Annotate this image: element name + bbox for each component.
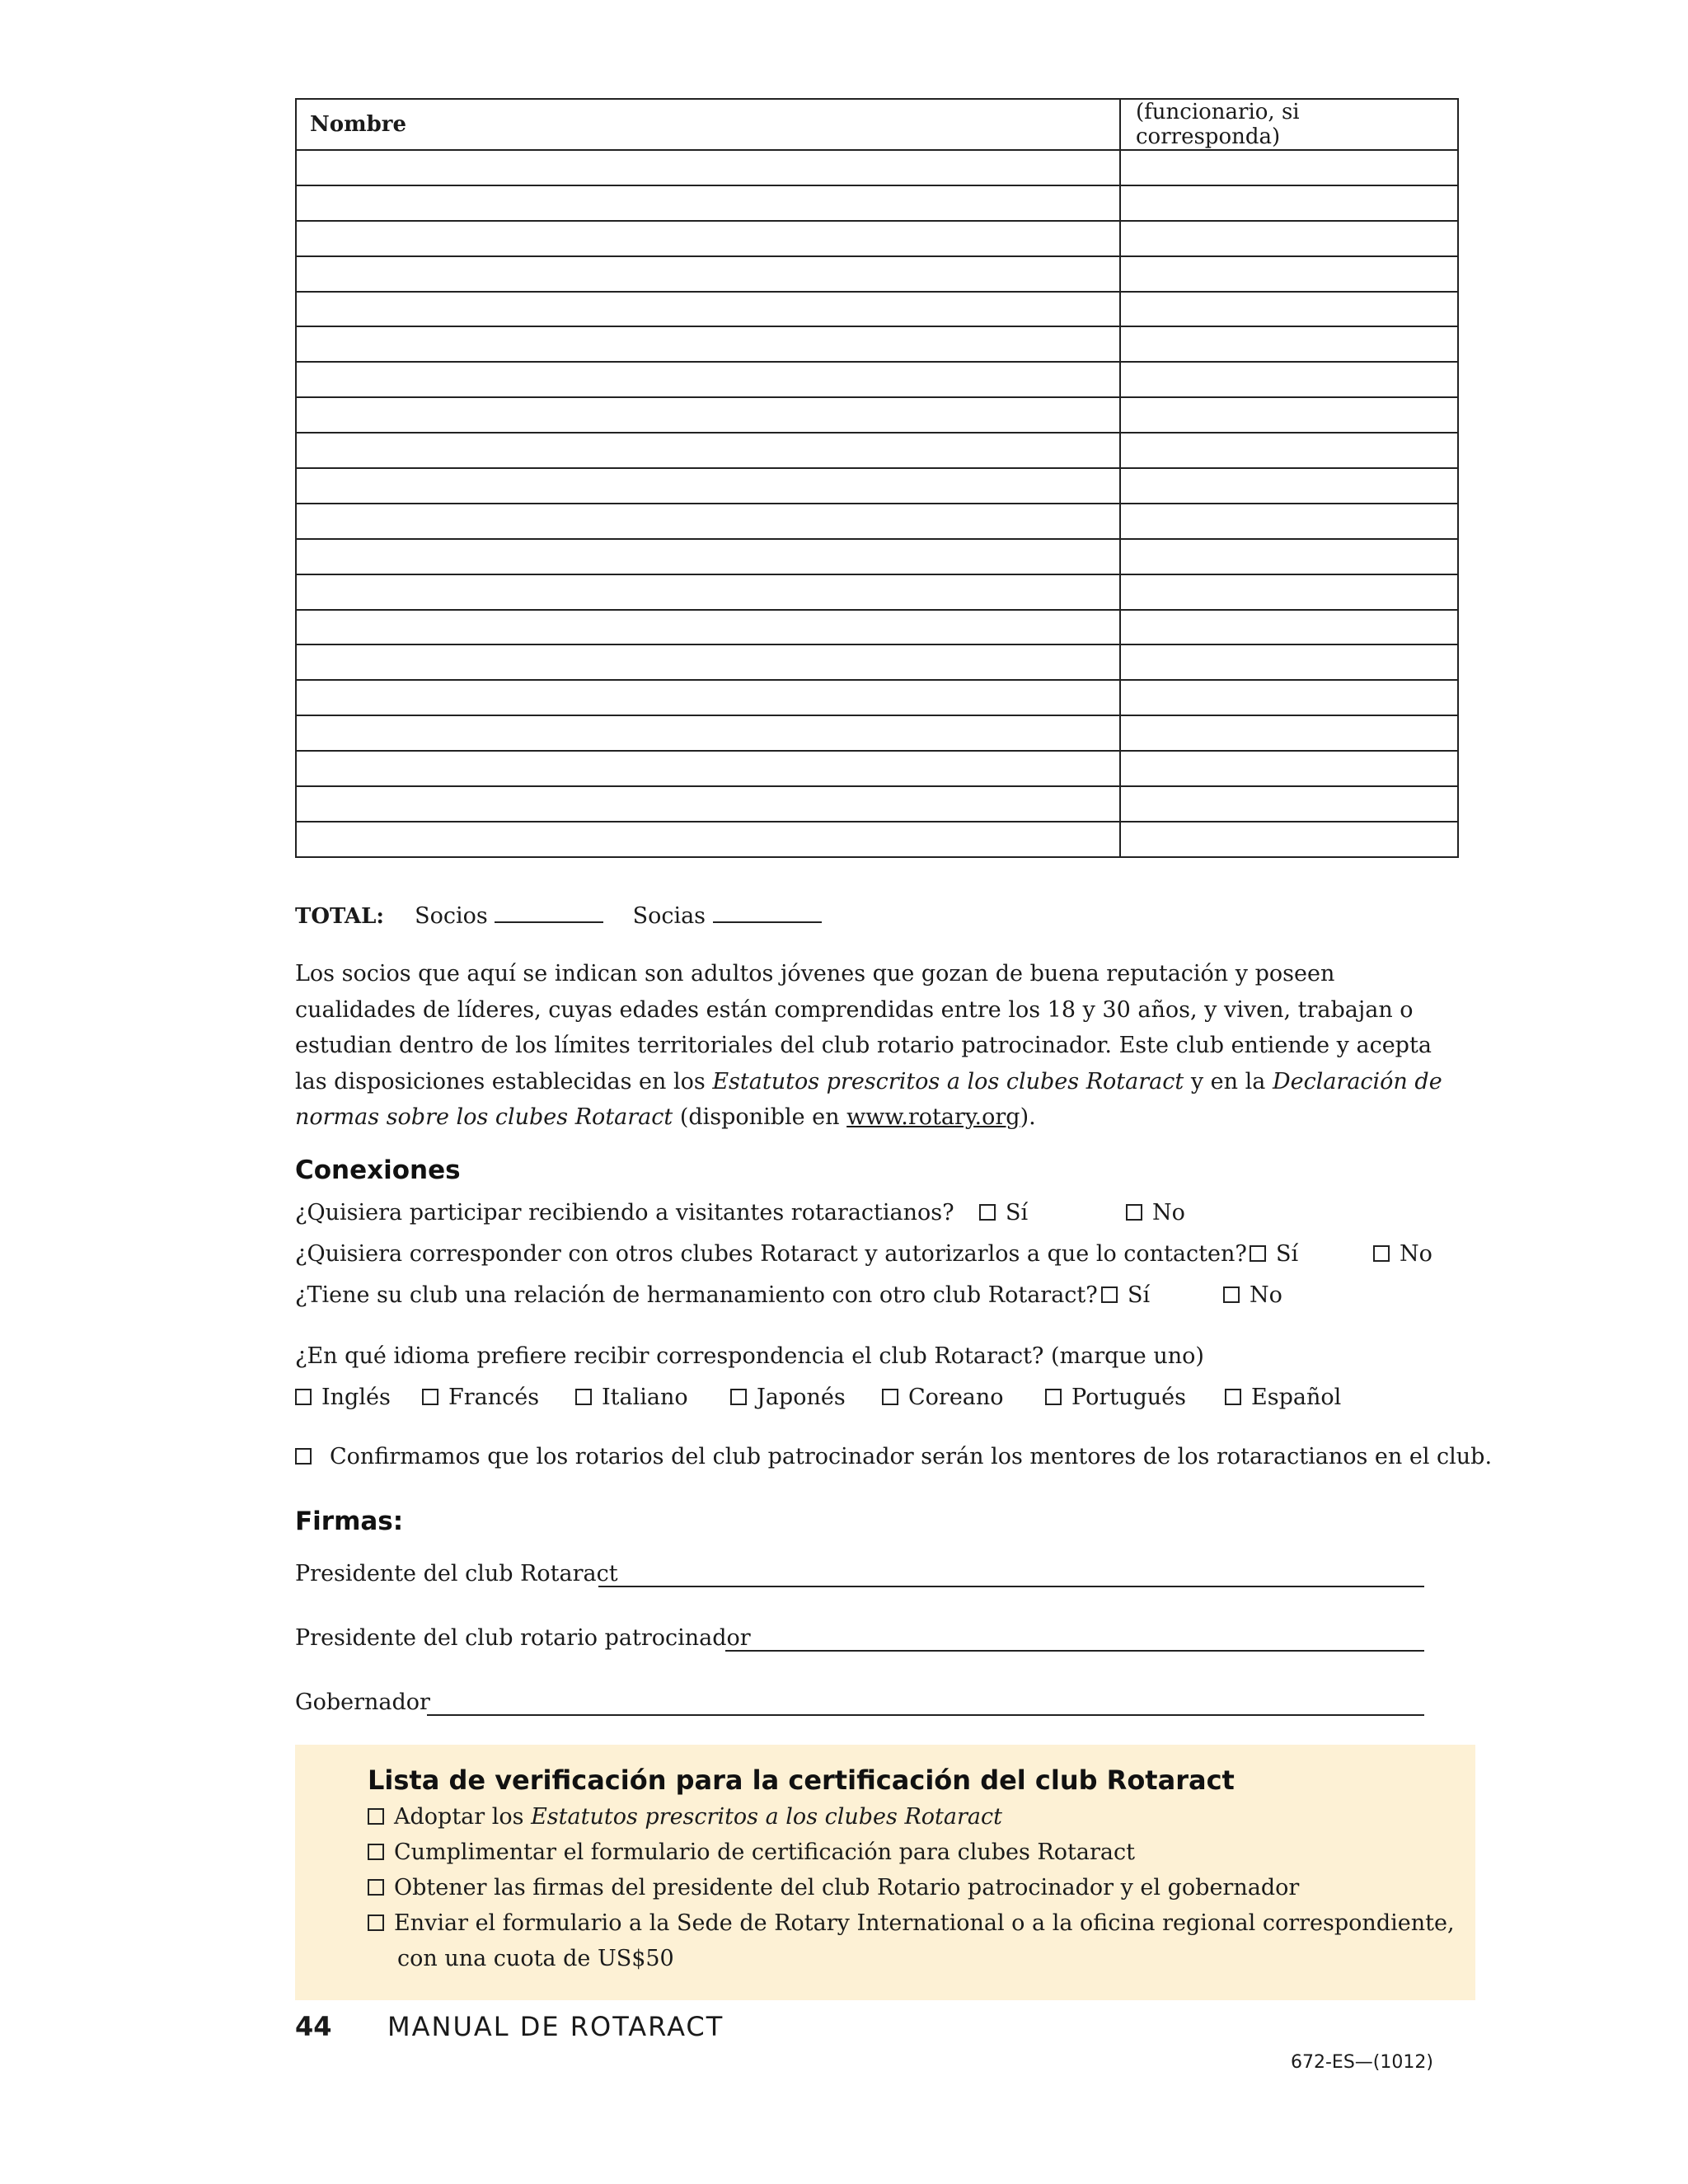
hermanamiento-yes-option[interactable] [1101,1282,1150,1308]
checkbox-icon[interactable] [1223,1286,1240,1303]
officer-cell[interactable] [1120,715,1458,751]
idioma-option-frances[interactable] [422,1385,539,1410]
signature-line-presidente-rotaract[interactable] [598,1586,1424,1587]
name-cell[interactable] [296,680,1120,715]
table-row [296,715,1458,751]
option-label: Francés [448,1385,540,1410]
officer-cell[interactable] [1120,150,1458,185]
checklist-item-enviar[interactable] [368,1910,1455,1936]
no-label: No [1152,1200,1185,1226]
signature-line-gobernador[interactable] [427,1714,1424,1716]
name-cell[interactable] [296,185,1120,221]
signature-line-presidente-rotario[interactable] [725,1650,1424,1652]
checklist-item-adoptar[interactable] [368,1804,1002,1830]
officer-cell[interactable] [1120,822,1458,857]
roster-table [295,98,1459,858]
table-row [296,822,1458,857]
name-cell[interactable] [296,574,1120,610]
checkbox-icon[interactable] [1373,1245,1390,1262]
signature-label-presidente-rotario: Presidente del club rotario patrocinador [295,1625,751,1651]
officer-cell[interactable] [1120,644,1458,680]
checkbox-icon[interactable] [368,1808,384,1825]
name-cell[interactable] [296,292,1120,327]
paragraph-text-2: y en la [1184,1068,1273,1094]
no-label: No [1400,1241,1432,1267]
yes-label: Sí [1128,1282,1151,1308]
officer-cell[interactable] [1120,397,1458,433]
checkbox-icon[interactable] [295,1448,312,1465]
name-cell[interactable] [296,433,1120,468]
paragraph-italic-1: Estatutos prescritos a los clubes Rotaract [712,1068,1184,1094]
idioma-option-coreano[interactable] [882,1385,1004,1410]
total-line [295,897,822,929]
officer-cell[interactable] [1120,185,1458,221]
checkbox-icon[interactable] [1101,1286,1118,1303]
table-header-row [296,99,1458,150]
officer-cell[interactable] [1120,362,1458,397]
mentors-confirmation[interactable] [295,1444,1492,1469]
paragraph-text-1: Los socios que aquí se indican son adultos jóvenes que gozan de buena reputación y poseen cualidades de líderes, cuyas edades están comprendidas entre los 18 y 30 años, y viven, trabajan o estudian dentro de los límites territoriales del club rotario patrocinador. Este club entiende y acepta las disposiciones establecidas en los [295,961,1432,1094]
checkbox-icon[interactable] [979,1204,996,1221]
officer-cell[interactable] [1120,610,1458,645]
corresponder-yes-option[interactable] [1250,1241,1298,1267]
name-cell[interactable] [296,715,1120,751]
name-cell[interactable] [296,504,1120,539]
rotary-link[interactable]: www.rotary.org [846,1104,1020,1130]
checklist-item-enviar-cont: con una cuota de US$50 [397,1946,674,1971]
checklist-item-text: Cumplimentar el formulario de certificación para clubes Rotaract [394,1840,1135,1865]
officer-cell[interactable] [1120,574,1458,610]
officer-cell[interactable] [1120,468,1458,504]
table-row [296,326,1458,362]
table-row [296,680,1458,715]
checklist-item-cumplimentar[interactable] [368,1840,1135,1865]
total-label: TOTAL: [295,904,384,929]
idioma-option-portugues[interactable] [1045,1385,1186,1410]
checklist-item-text: Enviar el formulario a la Sede de Rotary International o a la oficina regional correspondiente, [394,1910,1455,1936]
visitantes-no-option[interactable] [1126,1200,1185,1226]
name-cell[interactable] [296,786,1120,822]
officer-cell[interactable] [1120,292,1458,327]
table-row [296,610,1458,645]
officer-cell[interactable] [1120,539,1458,574]
option-label: Español [1251,1385,1342,1410]
table-row [296,644,1458,680]
yes-label: Sí [1276,1241,1299,1267]
name-cell[interactable] [296,362,1120,397]
name-cell[interactable] [296,644,1120,680]
checkbox-icon[interactable] [368,1879,384,1896]
name-cell[interactable] [296,610,1120,645]
table-row [296,786,1458,822]
officer-cell[interactable] [1120,680,1458,715]
officer-cell[interactable] [1120,433,1458,468]
signature-label-presidente-rotaract: Presidente del club Rotaract [295,1561,618,1586]
signature-label-gobernador: Gobernador [295,1690,430,1715]
name-cell[interactable] [296,150,1120,185]
table-row [296,397,1458,433]
checkbox-icon[interactable] [730,1389,747,1405]
socios-field[interactable] [495,897,603,923]
checklist-item-text: Obtener las firmas del presidente del club Rotario patrocinador y el gobernador [394,1875,1300,1900]
idioma-question: ¿En qué idioma prefiere recibir correspondencia el club Rotaract? (marque uno) [295,1343,1204,1369]
socias-label: Socias [632,903,706,929]
table-row [296,185,1458,221]
paragraph-italic-2: Declaración de normas sobre los clubes Rotaract [295,1068,1442,1130]
option-label: Inglés [321,1385,391,1410]
document-code: 672-ES—(1012) [1291,2052,1433,2073]
socios-label: Socios [415,903,488,929]
table-row [296,539,1458,574]
name-cell[interactable] [296,256,1120,292]
checkbox-icon[interactable] [368,1915,384,1931]
no-label: No [1250,1282,1282,1308]
name-cell[interactable] [296,822,1120,857]
table-row [296,256,1458,292]
paragraph-text-4: ). [1020,1104,1036,1130]
checklist-item-italic: Estatutos prescritos a los clubes Rotaract [531,1804,1002,1830]
name-cell[interactable] [296,397,1120,433]
checklist-item-obtener[interactable] [368,1875,1299,1900]
option-label: Portugués [1071,1385,1186,1410]
name-cell[interactable] [296,326,1120,362]
idioma-option-japones[interactable] [730,1385,846,1410]
conexiones-heading: Conexiones [295,1155,461,1185]
question-corresponder: ¿Quisiera corresponder con otros clubes Rotaract y autorizarlos a que lo contacten? [295,1241,1247,1267]
table-row [296,751,1458,786]
idioma-option-italiano[interactable] [575,1385,688,1410]
officer-cell[interactable] [1120,326,1458,362]
checklist-panel [295,1745,1475,2000]
firmas-heading: Firmas: [295,1507,404,1536]
table-row [296,468,1458,504]
officer-cell[interactable] [1120,786,1458,822]
officer-cell[interactable] [1120,256,1458,292]
officer-cell[interactable] [1120,221,1458,256]
checkbox-icon[interactable] [1045,1389,1062,1405]
officer-cell[interactable] [1120,504,1458,539]
name-cell[interactable] [296,751,1120,786]
name-cell[interactable] [296,468,1120,504]
option-label: Coreano [908,1385,1004,1410]
hermanamiento-no-option[interactable] [1223,1282,1282,1308]
checklist-title: Lista de verificación para la certificación del club Rotaract [368,1765,1235,1796]
checkbox-icon[interactable] [295,1389,312,1405]
corresponder-no-option[interactable] [1373,1241,1432,1267]
checkbox-icon[interactable] [575,1389,592,1405]
manual-title: MANUAL DE ROTARACT [387,2011,724,2042]
header-nombre: Nombre [296,99,1120,150]
question-visitantes: ¿Quisiera participar recibiendo a visitantes rotaractianos? [295,1200,954,1226]
paragraph-text-3: (disponible en [673,1104,847,1130]
confirmation-label: Confirmamos que los rotarios del club patrocinador serán los mentores de los rotaractianos en el club. [330,1444,1493,1469]
checkbox-icon[interactable] [422,1389,438,1405]
yes-label: Sí [1006,1200,1029,1226]
table-row [296,433,1458,468]
table-row [296,221,1458,256]
checkbox-icon[interactable] [1126,1204,1142,1221]
table-row [296,362,1458,397]
checklist-item-text: Adoptar los [394,1804,532,1830]
idioma-option-ingles[interactable] [295,1385,391,1410]
certification-paragraph [295,956,1457,1136]
visitantes-yes-option[interactable] [979,1200,1028,1226]
option-label: Italiano [602,1385,688,1410]
checkbox-icon[interactable] [1250,1245,1266,1262]
checkbox-icon[interactable] [1225,1389,1241,1405]
header-funcionario: (funcionario, si corresponda) [1120,99,1458,150]
checkbox-icon[interactable] [882,1389,898,1405]
socias-field[interactable] [713,897,822,923]
checkbox-icon[interactable] [368,1844,384,1860]
page-number: 44 [295,2011,332,2042]
idioma-option-espanol[interactable] [1225,1385,1341,1410]
table-row [296,504,1458,539]
question-hermanamiento: ¿Tiene su club una relación de hermanamiento con otro club Rotaract? [295,1282,1098,1308]
officer-cell[interactable] [1120,751,1458,786]
table-row [296,292,1458,327]
table-row [296,150,1458,185]
name-cell[interactable] [296,539,1120,574]
table-row [296,574,1458,610]
name-cell[interactable] [296,221,1120,256]
option-label: Japonés [757,1385,846,1410]
